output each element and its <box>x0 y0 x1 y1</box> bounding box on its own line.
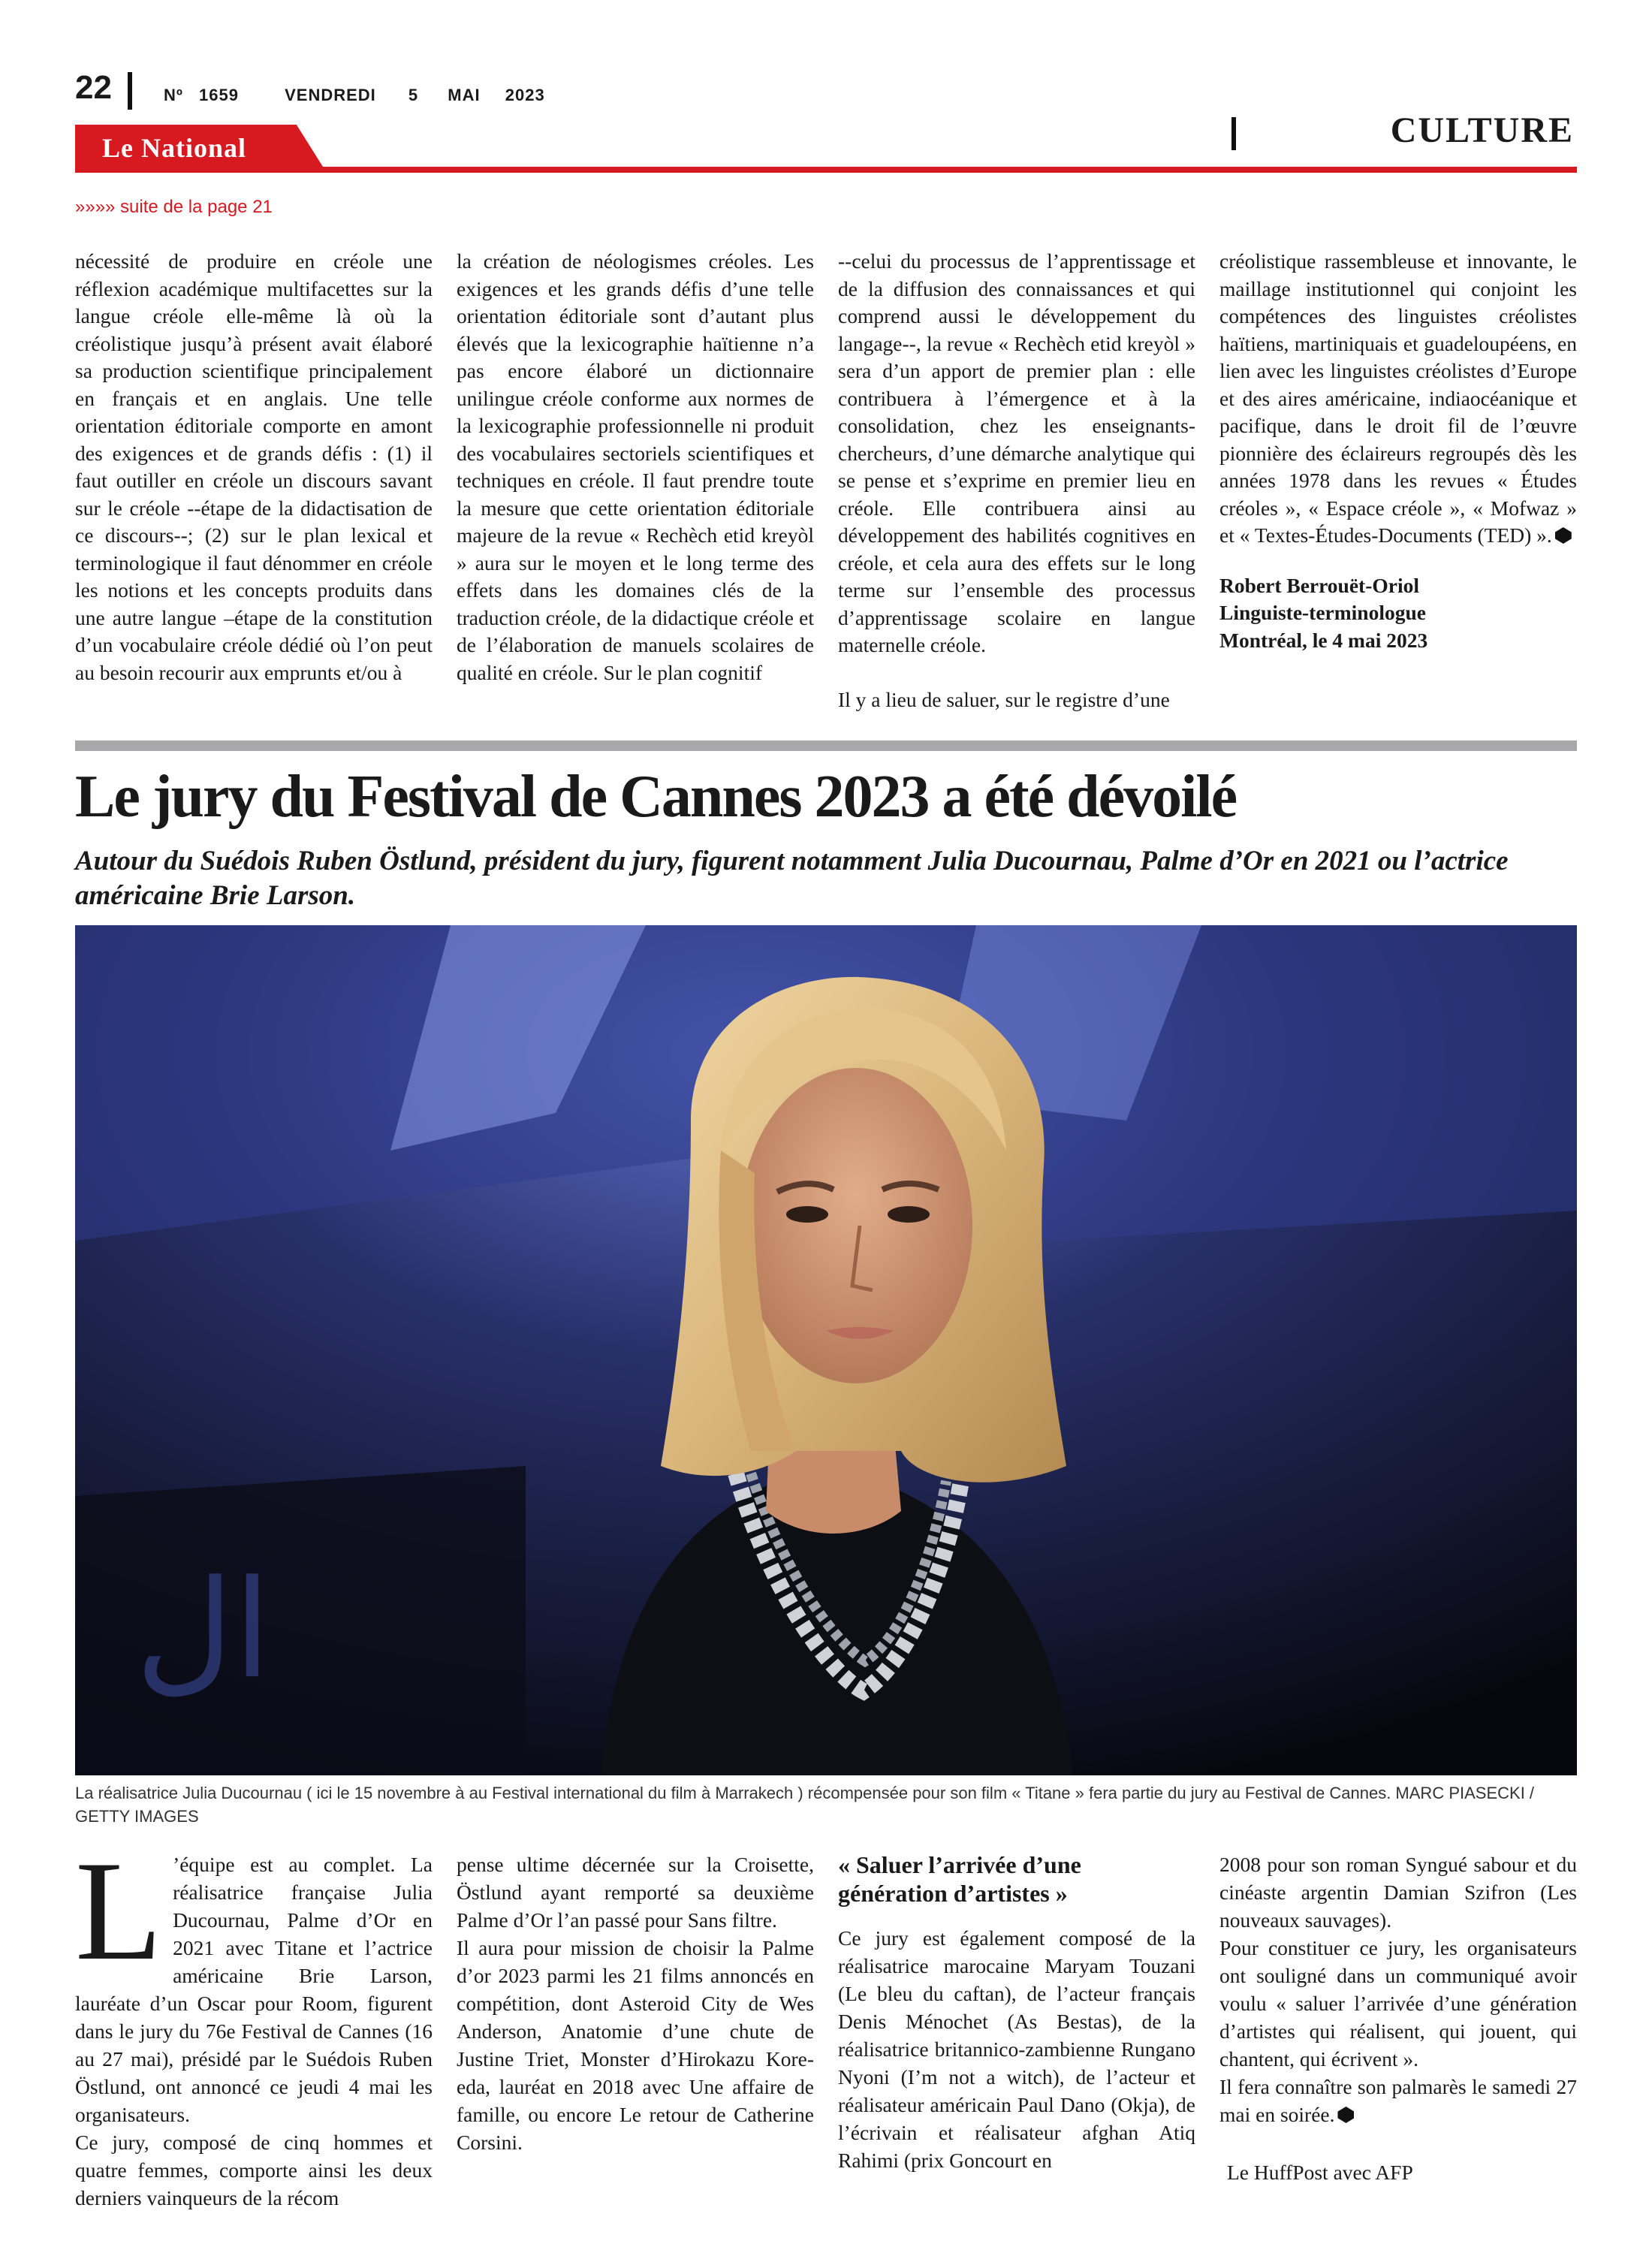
article2-standfirst: Autour du Suédois Ruben Östlund, président du jury, figurent notamment Julia Ducournau, Palme d’Or en 2021 ou l’actrice américaine Brie Larson. <box>75 846 1509 911</box>
svg-text:ال: ال <box>135 1552 271 1709</box>
article2-paragraph-6 <box>1219 2073 1577 2128</box>
article1-paragraph-2-start: Il y a lieu de saluer, sur le registre d’une <box>838 687 1170 711</box>
page-number-divider <box>128 72 132 110</box>
issue-year: 2023 <box>505 86 545 104</box>
author-place-date: Montréal, le 4 mai 2023 <box>1219 628 1428 652</box>
article1-text-part-2: la création de néologismes créoles. Les exigences et les grands défis d’une telle orientation éditoriale sont d’autant plus élevés que la lexicographie haïtienne n’a pas encore élaboré un dictionnaire unilingue créole conforme aux normes de la lexicographie professionnelle ni produit des vocabulaires sectoriels scientifiques et techniques en créole. Il faut prendre toute la mesure que cette orientation éditoriale majeure de la revue « Rechèch etid kreyòl » aura sur le moyen et le long terme des effets dans les domaines clés de la traduction créole, de la didactique créole et de l’élaboration de manuels scolaires de qualité en créole. Sur le plan cognitif <box>457 249 814 684</box>
article2-paragraph-2-end: pense ultime décernée sur la Croisette, Östlund ayant remporté sa deuxième Palme d’Or l’an passé pour Sans filtre. <box>457 1853 814 1932</box>
article2-column-3 <box>838 1850 1195 2174</box>
photo-illustration <box>75 925 1577 1775</box>
article2-column-1 <box>75 1832 433 2212</box>
issue-month: MAI <box>448 86 481 104</box>
issue-weekday: VENDREDI <box>285 86 376 104</box>
issue-number: Nº 1659 <box>164 86 239 104</box>
section-title: CULTURE <box>1390 110 1574 150</box>
article2-column-2 <box>457 1850 814 2156</box>
article2-subhead: « Saluer l’arrivée d’une génération d’artistes » <box>838 1851 1081 1907</box>
photo-caption: La réalisatrice Julia Ducournau ( ici le 15 novembre à au Festival international du film à Marrakech ) récompensée pour son film « Titane » fera partie du jury au Festival de Cannes. MARC PIASECKI / GETTY IMAGES <box>75 1784 1535 1826</box>
article2-paragraph-3: Il aura pour mission de choisir la Palme d’or 2023 parmi les 21 films annoncés en compétition, dont Asteroid City de Wes Anderson, Anatomie d’une chute de Justine Triet, Monster d’Hirokazu Kore-eda, lauréat en 2018 avec Une affaire de famille, ou encore Le retour de Catherine Corsini. <box>457 1936 814 2154</box>
article1-text-part-3: --celui du processus de l’apprentissage et de la diffusion des connaissances et qui comprend aussi le développement du langage--, la revue « Rechèch etid kreyòl » sera d’un apport de premier plan : elle contribuera à l’émergence et à la consolidation, chez les enseignants-chercheurs, d’une démarche analytique qui se pense et s’exprime en premier lieu en créole. Elle contribuera ainsi au développement des habilités cognitives en créole, et cela aura des effets sur le long terme sur l’ensemble des processus d’apprentissage scolaire en langue maternelle créole. <box>838 249 1195 656</box>
article2-photo-julia-ducournau <box>75 925 1577 1775</box>
article1-column-2 <box>457 248 814 686</box>
article2-paragraph-4-start: Ce jury est également composé de la réalisatrice marocaine Maryam Touzani (Le bleu du caftan), de l’acteur français Denis Ménochet (As Bestas), de la réalisatrice britannico-zambienne Rungano Nyoni (I’m not a witch), de l’acteur et réalisateur américain Paul Dano (Okja), de l’écrivain et réalisateur afghan Atiq Rahimi (prix Goncourt en <box>838 1926 1195 2172</box>
article1-column-3 <box>838 248 1195 713</box>
page-number: 22 <box>75 69 112 106</box>
article2-credit: Le HuffPost avec AFP <box>1227 2161 1413 2184</box>
section-divider <box>1231 117 1236 150</box>
article1-signature <box>1219 572 1577 655</box>
article1-text-part-1: nécessité de produire en créole une réflexion académique multifacettes sur la langue créole elle-même là où la créolistique jusqu’à présent avait élaboré sa production scientifique principalement en français et en anglais. Une telle orientation éditoriale comporte en amont des exigences et de grands défis : (1) il faut outiller en créole un discours savant sur le créole --étape de la didactisation de ce discours--; (2) sur le plan lexical et terminologique il faut dénommer en créole les notions et les concepts produits dans une autre langue –étape de la constitution d’un vocabulaire créole dédié où l’on peut au besoin recourir aux emprunts et/ou à <box>75 249 433 684</box>
article-divider <box>75 740 1577 751</box>
issue-day: 5 <box>408 86 419 104</box>
article2-paragraph-5: Pour constituer ce jury, les organisateurs ont souligné dans un communiqué avoir voulu « saluer l’arrivée d’une génération d’artistes qui réalisent, qui jouent, qui chantent, qui écrivent ». <box>1219 1936 1577 2071</box>
author-name: Robert Berrouët-Oriol <box>1219 573 1420 597</box>
article2-column-4 <box>1219 1850 1577 2186</box>
article2-paragraph-2-start: Ce jury, composé de cinq hommes et quatre femmes, comporte ainsi les deux derniers vainqueurs de la récom <box>75 2131 433 2209</box>
header-rule <box>75 167 1577 173</box>
end-mark-icon <box>1337 2107 1354 2123</box>
article2-paragraph-6-text: Il fera connaître son palmarès le samedi 27 mai en soirée. <box>1219 2075 1577 2126</box>
dropcap: L <box>75 1832 163 1990</box>
brand-logo-text: Le National <box>102 133 247 163</box>
article1-column-4 <box>1219 248 1577 654</box>
issue-line <box>164 86 545 105</box>
article2-headline: Le jury du Festival de Cannes 2023 a été dévoilé <box>75 764 1237 830</box>
article1-paragraph-2-end: créolistique rassembleuse et innovante, le maillage institutionnel qui conjoint les compétences des linguistes créolistes haïtiens, martiniquais et guadeloupéens, en lien avec les linguistes créolistes d’Europe et des aires américaine, indiaocéanique et pacifique, dans le droit fil de l’œuvre pionnière des éclaireurs regroupés dès les années 1978 dans les revues « Études créoles », « Espace créole », « Mofwaz » et « Textes-Études-Documents (TED) ». <box>1219 249 1577 547</box>
end-mark-icon <box>1555 527 1572 544</box>
article2-paragraph-4-end: 2008 pour son roman Syngué sabour et du cinéaste argentin Damian Szifron (Les nouveaux sauvages). <box>1219 1853 1577 1932</box>
author-title: Linguiste-terminologue <box>1219 601 1426 624</box>
continued-from: »»»» suite de la page 21 <box>75 197 273 217</box>
article1-column-1 <box>75 248 433 686</box>
article2-lead: L ’équipe est au complet. La réalisatrice française Julia Ducournau, Palme d’Or en 2021 avec Titane et l’actrice américaine Brie Larson, lauréate d’un Oscar pour Room, figurent dans le jury du 76e Festival de Cannes (16 au 27 mai), présidé par le Suédois Ruben Östlund, ont annoncé ce jeudi 4 mai les organisateurs. <box>75 1832 433 2126</box>
